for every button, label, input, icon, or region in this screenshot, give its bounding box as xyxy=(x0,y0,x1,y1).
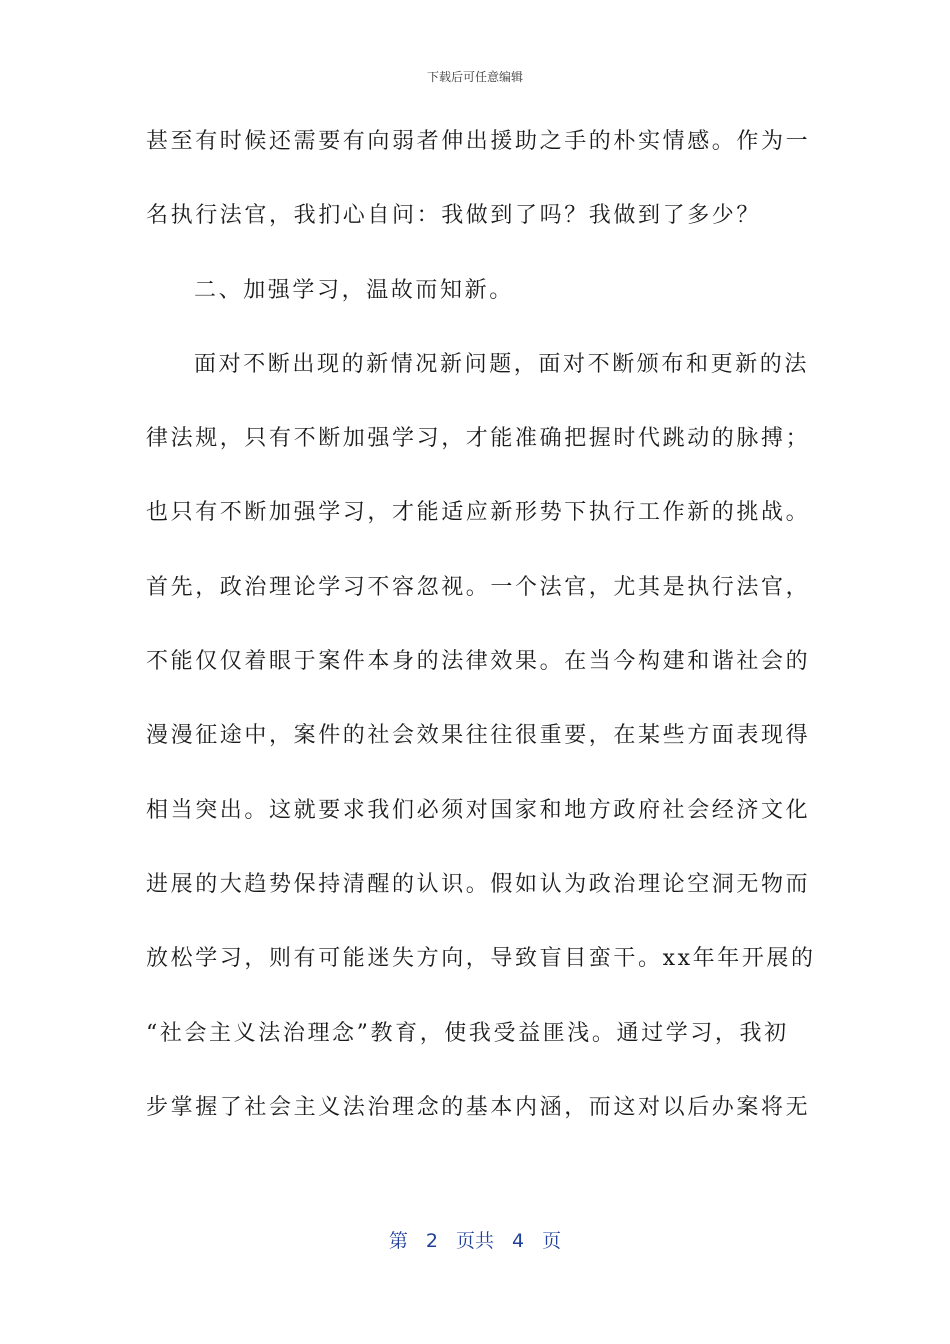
current-page-number: 2 xyxy=(425,1230,438,1252)
paragraph-first-line: 面对不断出现的新情况新问题，面对不断颁布和更新的法 xyxy=(194,351,810,377)
text-line: 放松学习，则有可能迷失方向，导致盲目蛮干。xx年年开展的 xyxy=(146,946,816,972)
text-line: 也只有不断加强学习，才能适应新形势下执行工作新的挑战。 xyxy=(146,500,811,526)
text-line: “社会主义法治理念”教育，使我受益匪浅。通过学习，我初 xyxy=(146,1020,789,1046)
text-line: 不能仅仅着眼于案件本身的法律效果。在当今构建和谐社会的 xyxy=(146,649,811,675)
text-line: 相当突出。这就要求我们必须对国家和地方政府社会经济文化 xyxy=(146,797,811,823)
text-line: 名执行法官，我扪心自问：我做到了吗？我做到了多少？ xyxy=(146,203,762,229)
header-note: 下载后可任意编辑 xyxy=(426,70,523,84)
section-heading: 二、加强学习，温故而知新。 xyxy=(194,277,514,303)
page-label-mid: 页共 xyxy=(455,1230,494,1252)
page-label-suffix: 页 xyxy=(542,1230,562,1252)
page-number-footer xyxy=(0,1226,950,1253)
text-line: 甚至有时候还需要有向弱者伸出援助之手的朴实情感。作为一 xyxy=(146,129,811,154)
total-pages-number: 4 xyxy=(512,1230,525,1252)
text-line: 律法规，只有不断加强学习，才能准确把握时代跳动的脉搏； xyxy=(146,426,811,452)
page-label-prefix: 第 xyxy=(388,1230,408,1252)
text-line: 步掌握了社会主义法治理念的基本内涵，而这对以后办案将无 xyxy=(146,1094,811,1120)
text-line: 漫漫征途中，案件的社会效果往往很重要，在某些方面表现得 xyxy=(146,723,811,749)
text-line: 首先，政治理论学习不容忽视。一个法官，尤其是执行法官， xyxy=(146,574,811,600)
document-body xyxy=(146,120,816,1160)
text-line: 进展的大趋势保持清醒的认识。假如认为政治理论空洞无物而 xyxy=(146,871,811,897)
